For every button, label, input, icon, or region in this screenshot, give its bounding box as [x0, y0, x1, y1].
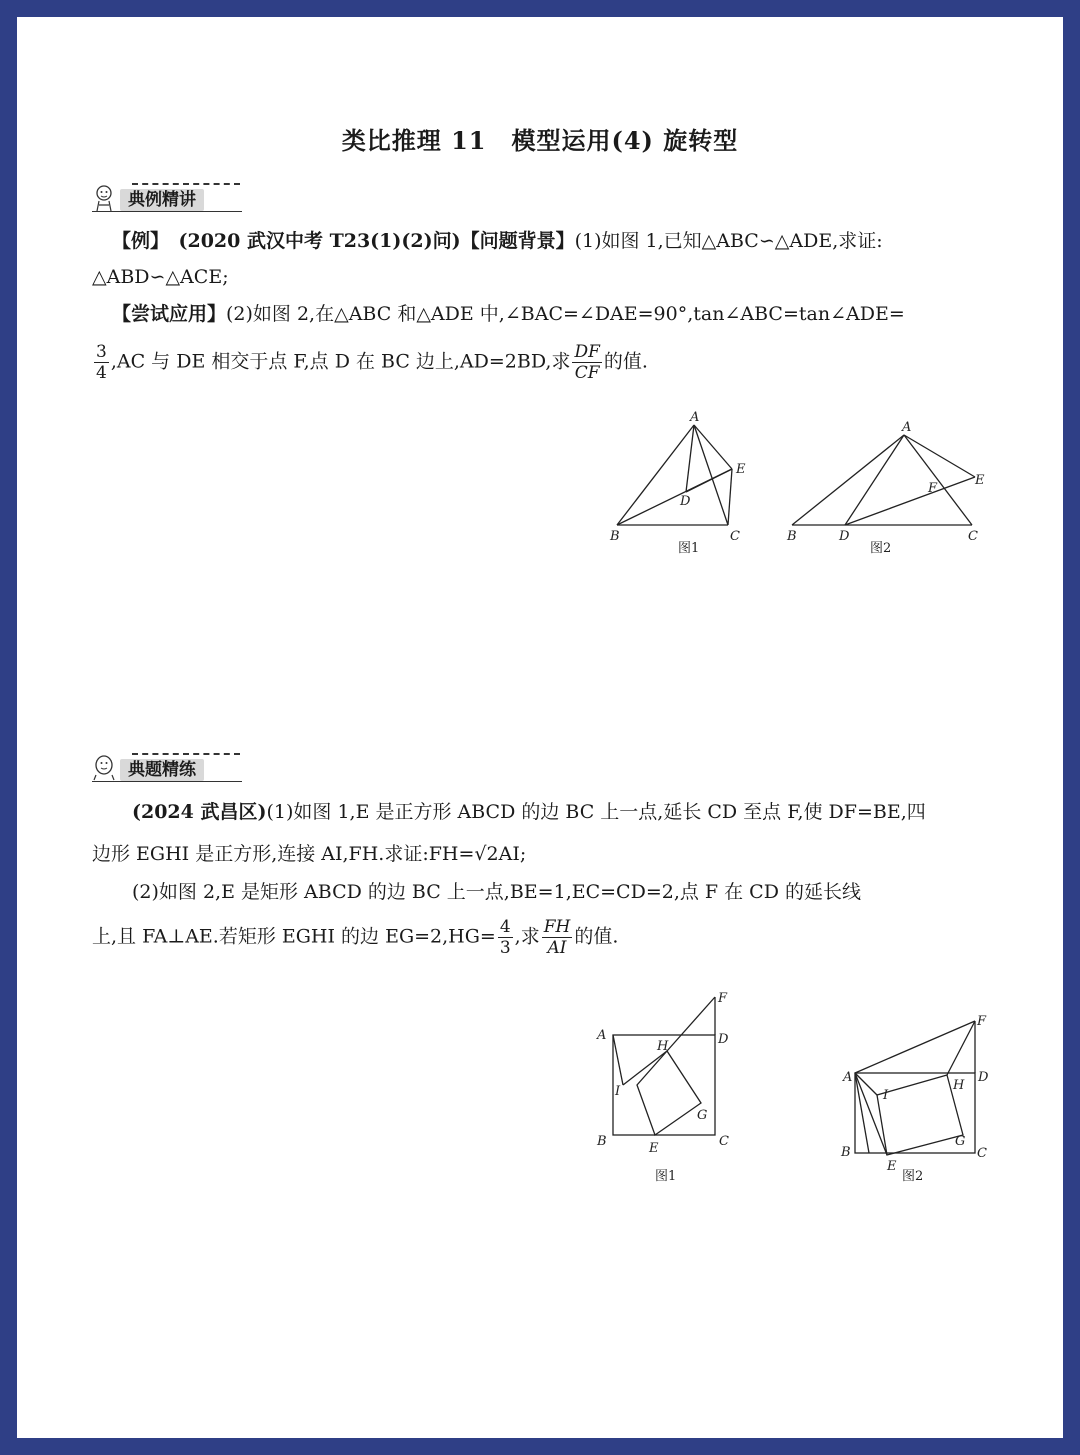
- fig2-label-f: F: [928, 481, 938, 496]
- example-figure-1: [617, 425, 732, 525]
- practice-source: (2024 武昌区): [132, 801, 267, 823]
- example-text-4: ,AC 与 DE 相交于点 F,点 D 在 BC 边上,AD=2BD,求: [110, 350, 571, 373]
- pfig2-label-f: F: [977, 1014, 987, 1029]
- example-text-2: △ABD∽△ACE;: [92, 266, 229, 288]
- section-badge-label: 典例精讲: [120, 189, 204, 211]
- page: [17, 17, 1063, 1438]
- pfig2-label-c: C: [977, 1146, 987, 1161]
- pfig1-label-a: A: [597, 1028, 607, 1043]
- practice-figures: [587, 987, 987, 1192]
- fraction-3-4: $\frac{3}{4}$: [96, 342, 107, 383]
- practice-text-4: 上,且 FA⊥AE.若矩形 EGHI 的边 EG=2,HG=: [92, 925, 496, 948]
- example-line-3: [112, 299, 905, 329]
- example-line-1: [112, 226, 883, 256]
- pfig1-label-i: I: [615, 1084, 621, 1099]
- pfig1-label-f: F: [718, 991, 728, 1006]
- fraction-fh-ai: $\frac{FH}{AI}$: [543, 917, 571, 958]
- pfig1-label-b: B: [597, 1134, 607, 1149]
- example-line-4: [92, 342, 648, 383]
- section-badge-practice: [92, 753, 252, 783]
- practice-text-5: ,求: [514, 925, 540, 948]
- practice-text-2: 边形 EGHI 是正方形,连接 AI,FH.求证:FH=√2AI;: [92, 843, 527, 865]
- fig1-label-a: A: [690, 410, 700, 425]
- practice-text-6: 的值.: [574, 925, 619, 948]
- pfig2-label-d: D: [978, 1070, 989, 1085]
- page-title: 类比推理 11 模型运用(4) 旋转型: [341, 126, 739, 155]
- pfig2-label-h: H: [953, 1078, 965, 1093]
- example-text-5: 的值.: [603, 350, 648, 373]
- fig1-label-e: E: [736, 462, 746, 477]
- fraction-4-3: $\frac{4}{3}$: [499, 917, 511, 958]
- fig2-label-e: E: [975, 473, 985, 488]
- fig2-label-b: B: [787, 529, 797, 544]
- practice-line-1: [132, 797, 926, 827]
- pfig2-label-e: E: [887, 1159, 897, 1174]
- fig2-label-a: A: [902, 420, 912, 435]
- fig1-label-d: D: [680, 494, 691, 509]
- pfig2-label-g: G: [955, 1134, 966, 1149]
- cartoon-icon: [92, 753, 120, 783]
- practice-line-4: [92, 917, 618, 958]
- fraction-df-cf: $\frac{DF}{CF}$: [574, 342, 600, 383]
- fig2-caption: 图2: [870, 541, 892, 556]
- try-apply-heading: 【尝试应用】: [112, 303, 227, 325]
- cartoon-icon: [92, 183, 120, 213]
- section-badge-example: [92, 183, 252, 213]
- pfig2-label-a: A: [843, 1070, 853, 1085]
- example-figure-2: [792, 435, 975, 525]
- pfig2-label-b: B: [841, 1145, 851, 1160]
- pfig2-label-i: I: [883, 1088, 889, 1103]
- practice-text-1: (1)如图 1,E 是正方形 ABCD 的边 BC 上一点,延长 CD 至点 F,使 DF=BE,四: [266, 801, 926, 823]
- fig2-label-c: C: [968, 529, 978, 544]
- pfig1-label-e: E: [649, 1141, 659, 1156]
- example-heading: 【例】 (2020 武汉中考 T23(1)(2)问)【问题背景】: [112, 230, 575, 252]
- pfig1-label-h: H: [657, 1039, 669, 1054]
- pfig2-caption: 图2: [902, 1169, 924, 1184]
- example-figures: [602, 397, 985, 562]
- example-text-1: (1)如图 1,已知△ABC∽△ADE,求证:: [574, 230, 883, 252]
- example-text-3: (2)如图 2,在△ABC 和△ADE 中,∠BAC=∠DAE=90°,tan∠ABC=tan∠ADE=: [226, 303, 905, 325]
- pfig1-label-g: G: [697, 1108, 708, 1123]
- fig1-caption: 图1: [678, 541, 700, 556]
- pfig1-label-d: D: [718, 1032, 729, 1047]
- pfig1-label-c: C: [719, 1134, 729, 1149]
- section-badge-label: 典题精练: [120, 759, 204, 781]
- fig1-label-c: C: [730, 529, 740, 544]
- practice-text-3: (2)如图 2,E 是矩形 ABCD 的边 BC 上一点,BE=1,EC=CD=2,点 F 在 CD 的延长线: [132, 881, 861, 903]
- pfig1-caption: 图1: [655, 1169, 677, 1184]
- fig1-label-b: B: [610, 529, 620, 544]
- fig2-label-d: D: [839, 529, 850, 544]
